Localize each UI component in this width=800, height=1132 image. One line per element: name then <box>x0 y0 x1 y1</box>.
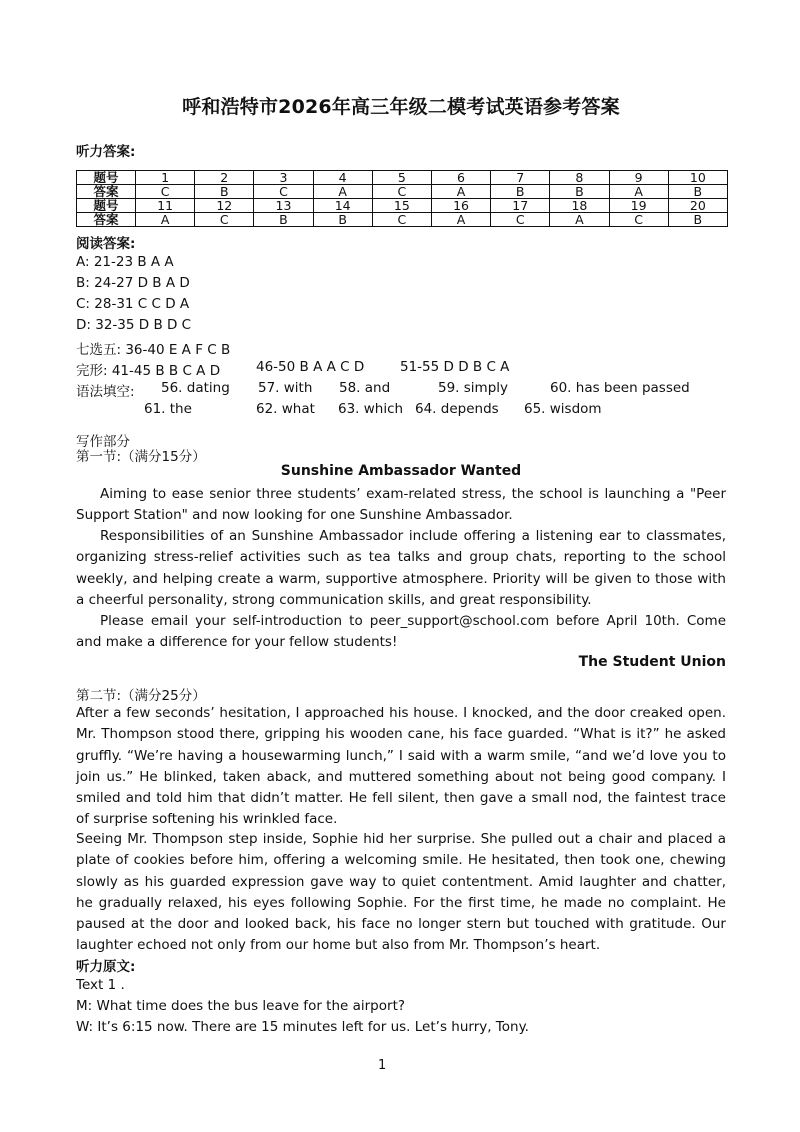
table-cell: C <box>372 185 431 199</box>
table-cell: 18 <box>550 199 609 213</box>
table-cell: 1 <box>136 171 195 185</box>
table-cell: A <box>431 185 490 199</box>
table-cell: 2 <box>195 171 254 185</box>
grammar-answer: 63. which <box>338 401 404 417</box>
essay-paragraph-2: Responsibilities of an Sunshine Ambassador include offering a listening ear to classmates, organizing stress-relief activities such as tea talks and group chats, reporting to the school weekly, and helping create a warm, supportive atmosphere. Priority will be given to those with a cheerful personality, strong communication skills, and great responsibility. <box>76 528 726 608</box>
reading-label: 阅读答案: <box>76 236 136 252</box>
table-cell: A <box>550 213 609 227</box>
story-paragraph-2: Seeing Mr. Thompson step inside, Sophie hid her surprise. She pulled out a chair and placed a plate of cookies before him, offering a welcoming smile. He hesitated, then took one, chewing slowly as his guarded expression gave way to quiet contentment. Amid laughter and chatter, he gradually relaxed, his eyes following Sophie. For the first time, he made no complaint. He paused at the door and looked back, his face no longer stern but touched with gratitude. Our laughter echoed not only from our home but also from Mr. Thompson’s heart. <box>76 831 726 954</box>
table-cell: 15 <box>372 199 431 213</box>
grammar-answer: 60. has been passed <box>550 380 690 396</box>
table-cell: 17 <box>491 199 550 213</box>
table-header-cell: 题号 <box>77 171 136 185</box>
story-paragraph-1: After a few seconds’ hesitation, I approached his house. I knocked, and the door creaked open. Mr. Thompson stood there, gripping his wooden cane, his face guarded. “What is it?” he asked gruffly. “We’re having a housewarming lunch,” I said with a warm smile, “and we’d love you to join us.” He blinked, taken aback, and muttered something about not being good company. I smiled and told him that didn’t matter. He fell silent, then gave a small nod, the faintest trace of surprise softening his wrinkled face. <box>76 705 726 828</box>
grammar-answer: 58. and <box>339 380 391 396</box>
table-cell: 16 <box>431 199 490 213</box>
table-cell: 12 <box>195 199 254 213</box>
essay-paragraph-3: Please email your self-introduction to peer_support@school.com before April 10th. Come and make a difference for your fellow students! <box>76 613 726 651</box>
grammar-answer: 62. what <box>256 401 315 417</box>
table-cell: 7 <box>491 171 550 185</box>
cloze-answers-1: 完形: 41-45 B B C A D <box>76 363 221 379</box>
table-cell: A <box>313 185 372 199</box>
table-cell: 4 <box>313 171 372 185</box>
reading-answer-a: A: 21-23 B A A <box>76 254 174 270</box>
table-cell: 14 <box>313 199 372 213</box>
table-cell: B <box>313 213 372 227</box>
grammar-label: 语法填空: <box>76 384 135 400</box>
transcript-line: M: What time does the bus leave for the airport? <box>76 998 406 1014</box>
table-cell: B <box>254 213 313 227</box>
table-cell: C <box>372 213 431 227</box>
page-title: 呼和浩特市2026年高三年级二模考试英语参考答案 <box>182 96 620 118</box>
reading-answer-d: D: 32-35 D B D C <box>76 317 192 333</box>
table-cell: 5 <box>372 171 431 185</box>
listening-answer-table <box>76 170 728 227</box>
table-row <box>77 213 728 227</box>
table-cell: C <box>136 185 195 199</box>
grammar-answer: 64. depends <box>415 401 499 417</box>
table-header-cell: 答案 <box>77 213 136 227</box>
table-header-cell: 题号 <box>77 199 136 213</box>
grammar-answer: 56. dating <box>161 380 230 396</box>
table-cell: B <box>550 185 609 199</box>
grammar-answer: 59. simply <box>438 380 509 396</box>
cloze-answers-2: 46-50 B A A C D <box>256 359 365 375</box>
transcript-line: W: It’s 6:15 now. There are 15 minutes left for us. Let’s hurry, Tony. <box>76 1019 529 1035</box>
table-header-cell: 答案 <box>77 185 136 199</box>
table-cell: 3 <box>254 171 313 185</box>
reading-answer-c: C: 28-31 C C D A <box>76 296 190 312</box>
grammar-answer: 65. wisdom <box>524 401 602 417</box>
table-cell: C <box>195 213 254 227</box>
table-row <box>77 171 728 185</box>
table-cell: A <box>136 213 195 227</box>
table-cell: B <box>491 185 550 199</box>
grammar-answer: 57. with <box>258 380 313 396</box>
transcript-line: Text 1 . <box>76 977 125 993</box>
table-cell: A <box>609 185 668 199</box>
table-cell: C <box>254 185 313 199</box>
table-row <box>77 199 728 213</box>
table-cell: B <box>195 185 254 199</box>
reading-answer-b: B: 24-27 D B A D <box>76 275 190 291</box>
table-row <box>77 185 728 199</box>
table-cell: B <box>668 213 727 227</box>
essay-paragraph-1: Aiming to ease senior three students’ exam-related stress, the school is launching a "Peer Support Station" and now looking for one Sunshine Ambassador. <box>76 486 726 524</box>
table-cell: 20 <box>668 199 727 213</box>
transcript-label: 听力原文: <box>76 959 136 975</box>
writing-section-2: 第二节:（满分25分） <box>76 688 206 704</box>
essay-title: Sunshine Ambassador Wanted <box>280 463 522 479</box>
table-cell: 10 <box>668 171 727 185</box>
table-cell: 19 <box>609 199 668 213</box>
cloze-answers-3: 51-55 D D B C A <box>400 359 510 375</box>
page-number: 1 <box>378 1058 387 1073</box>
table-cell: A <box>431 213 490 227</box>
table-cell: 8 <box>550 171 609 185</box>
table-cell: 6 <box>431 171 490 185</box>
writing-section-1: 第一节:（满分15分） <box>76 449 206 465</box>
grammar-answer: 61. the <box>144 401 192 417</box>
listening-label: 听力答案: <box>76 144 136 160</box>
table-cell: B <box>668 185 727 199</box>
table-cell: 11 <box>136 199 195 213</box>
table-cell: C <box>491 213 550 227</box>
seven-choose-five: 七选五: 36-40 E A F C B <box>76 342 231 358</box>
table-cell: C <box>609 213 668 227</box>
table-cell: 13 <box>254 199 313 213</box>
table-cell: 9 <box>609 171 668 185</box>
writing-label: 写作部分 <box>76 434 130 450</box>
essay-signature: The Student Union <box>578 654 726 670</box>
